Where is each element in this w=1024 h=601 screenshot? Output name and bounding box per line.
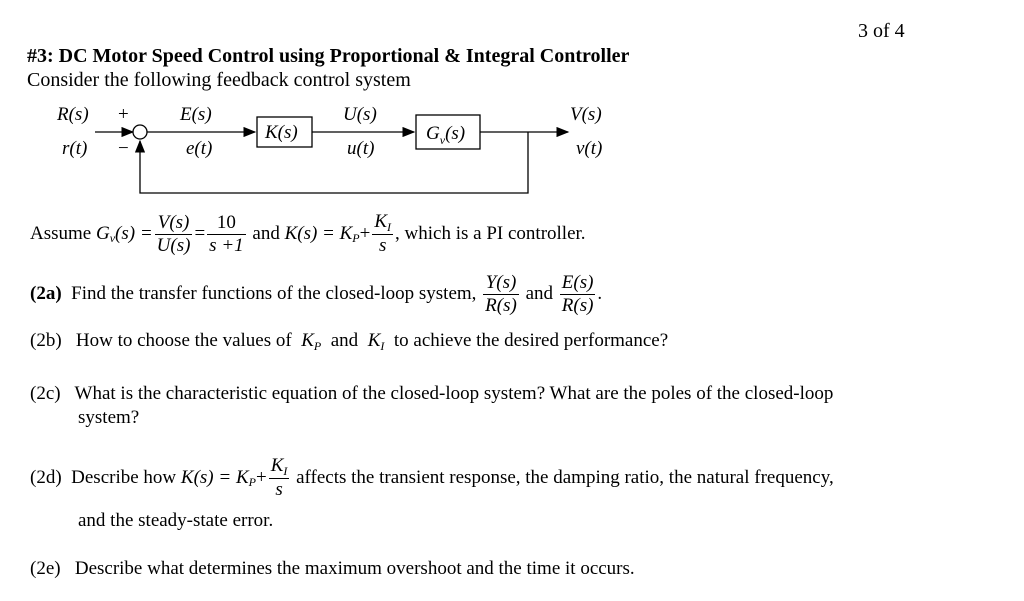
- label-e: e(t): [186, 138, 213, 159]
- equals: =: [194, 223, 206, 244]
- q2a-label: (2a): [30, 283, 62, 304]
- fraction-10-over-s1: [207, 212, 245, 257]
- q2d-text-1: Describe how: [71, 467, 177, 488]
- minus-sign: −: [118, 138, 129, 159]
- frac3-den: s: [379, 235, 387, 256]
- question-2d: [30, 452, 834, 504]
- q2c-line-2: system?: [78, 407, 140, 428]
- label-U: U(s): [343, 104, 377, 125]
- problem-title: #3: DC Motor Speed Control using Proportional & Integral Controller: [27, 45, 630, 67]
- frac2-den: s +1: [209, 234, 244, 256]
- q2a-f2-den: R(s): [561, 294, 594, 316]
- q2a-f1-den: R(s): [485, 294, 517, 316]
- question-2e: [30, 558, 635, 580]
- assume-lead: Assume: [30, 223, 92, 244]
- label-V: V(s): [570, 104, 602, 125]
- q2d-text-2: affects the transient response, the damping ratio, the natural frequency,: [296, 467, 834, 488]
- label-u: u(t): [347, 138, 375, 159]
- frac1-num: V(s): [155, 212, 193, 235]
- q2d-k: K(s) = K: [180, 467, 249, 488]
- fraction-e-over-r: [560, 272, 596, 317]
- g-arg: (s) =: [115, 223, 153, 244]
- k-lhs: K(s) = K: [284, 223, 353, 244]
- q2a-text: Find the transfer functions of the closed-loop system,: [71, 283, 477, 304]
- kp-sub: P: [352, 230, 360, 245]
- q2b-text-1: How to choose the values of: [75, 330, 292, 351]
- q2a-f1-num: Y(s): [483, 272, 519, 295]
- g-lhs: G: [95, 223, 110, 244]
- label-K: K(s): [265, 122, 298, 143]
- g-sub: v: [109, 230, 116, 245]
- and-word: and: [252, 223, 280, 244]
- q2b-ki-sub: I: [380, 339, 385, 353]
- fraction-ki-over-s: [372, 211, 393, 257]
- summing-junction: [133, 125, 147, 139]
- question-2c: [30, 383, 833, 405]
- assumption-line: [30, 208, 586, 260]
- block-diagram: [0, 95, 700, 205]
- q2b-and: and: [330, 330, 359, 351]
- question-2b: [30, 330, 668, 352]
- label-v: v(t): [576, 138, 603, 159]
- q2d-fraction-ki-over-s: [269, 455, 290, 501]
- page-number: 3 of 4: [858, 20, 905, 42]
- assume-tail: , which is a PI controller.: [395, 223, 586, 244]
- label-E: E(s): [180, 104, 212, 125]
- fraction-v-over-u: [155, 212, 193, 257]
- problem-intro: Consider the following feedback control system: [27, 69, 411, 91]
- q2e-text: Describe what determines the maximum overshoot and the time it occurs.: [74, 558, 635, 579]
- frac3-num-sub: I: [387, 220, 392, 234]
- q2c-line-1: What is the characteristic equation of the closed-loop system? What are the poles of the closed-loop: [74, 383, 834, 404]
- q2a-f2-num: E(s): [561, 271, 594, 293]
- frac1-den: U(s): [156, 234, 191, 256]
- plus-sign: +: [118, 104, 129, 125]
- label-r: r(t): [62, 138, 88, 159]
- q2d-f-num-sub: I: [283, 464, 288, 478]
- q2e-label: (2e): [30, 558, 61, 579]
- q2d-f-num: K: [270, 455, 284, 476]
- q2a-and: and: [525, 283, 554, 304]
- q2b-label: (2b): [30, 330, 62, 351]
- q2c-label: (2c): [30, 383, 61, 404]
- q2b-kp: K: [301, 330, 314, 351]
- fraction-y-over-r: [483, 272, 519, 317]
- label-G: $G_v(s)$: [426, 123, 466, 147]
- q2d-f-den: s: [275, 479, 283, 500]
- q2d-line-2: and the steady-state error.: [78, 510, 274, 531]
- q2b-text-2: to achieve the desired performance?: [393, 330, 669, 351]
- plus: +: [359, 223, 371, 244]
- frac3-num: K: [374, 211, 388, 232]
- q2d-plus: +: [255, 467, 267, 488]
- frac2-num: 10: [207, 212, 245, 235]
- q2d-k-sub: P: [248, 474, 256, 489]
- q2b-kp-sub: P: [313, 339, 322, 353]
- q2d-label: (2d): [30, 467, 62, 488]
- q2b-ki: K: [367, 330, 381, 351]
- q2a-end: .: [597, 283, 603, 304]
- label-R: R(s): [57, 104, 89, 125]
- question-2a: [30, 268, 602, 320]
